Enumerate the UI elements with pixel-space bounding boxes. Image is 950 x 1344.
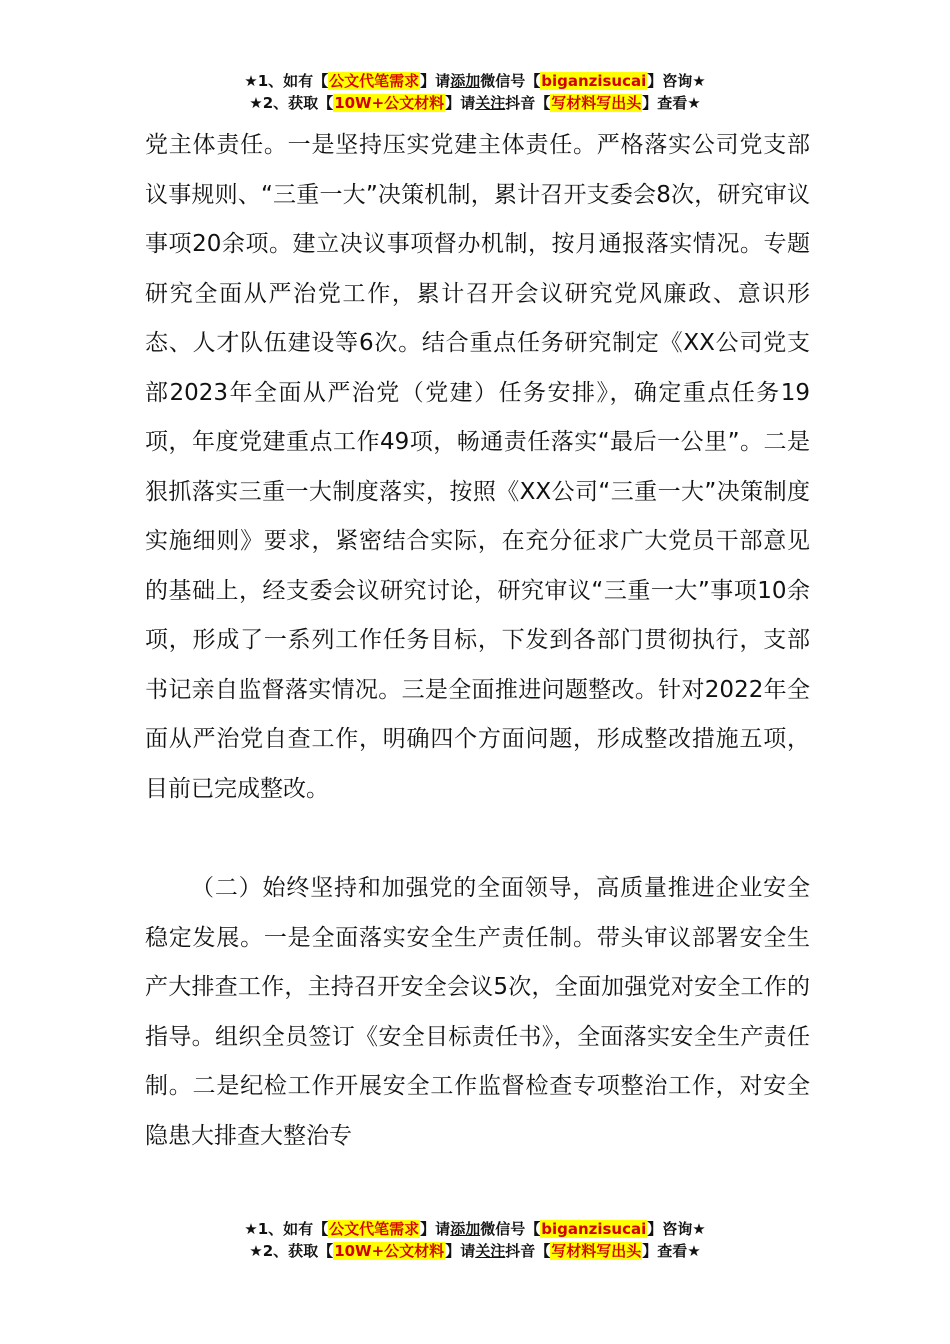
banner-underlined: 添加 [450, 72, 481, 90]
banner-highlight: 公文代笔需求 [329, 1220, 420, 1238]
banner-highlight: 公文代笔需求 [329, 72, 420, 90]
banner-text: 】咨询★ [647, 72, 706, 90]
banner-text: 抖音【 [505, 1242, 551, 1260]
banner-highlight: 10W+公文材料 [334, 1242, 445, 1260]
banner-text: ★2、获取【 [249, 1242, 334, 1260]
banner-underlined: 关注 [475, 94, 506, 112]
banner-text: ★1、如有【 [244, 1220, 329, 1238]
banner-text: 抖音【 [505, 94, 551, 112]
banner-line-2 [0, 1240, 950, 1262]
banner-text: 】请 [445, 94, 476, 112]
paragraph-2: （二）始终坚持和加强党的全面领导，高质量推进企业安全稳定发展。一是全面落实安全生产责任制。带头审议部署安全生产大排查工作，主持召开安全会议5次，全面加强党对安全工作的指导。组织全员签订《安全目标责任书》，全面落实安全生产责任制。二是纪检工作开展安全工作监督检查专项整治工作，对安全隐患大排查大整治专 [145, 875, 810, 1149]
banner-text: 】咨询★ [647, 1220, 706, 1238]
banner-highlight: 写材料写出头 [551, 1242, 642, 1260]
banner-text: ★2、获取【 [249, 94, 334, 112]
banner-highlight: biganzisucai [541, 1220, 647, 1238]
banner-text: 微信号【 [480, 72, 541, 90]
header-banner [0, 70, 950, 114]
document-body [145, 121, 810, 1161]
banner-underlined: 关注 [475, 1242, 506, 1260]
banner-highlight: 10W+公文材料 [334, 94, 445, 112]
banner-text: 微信号【 [480, 1220, 541, 1238]
banner-line-1 [0, 70, 950, 92]
banner-text: 】请 [420, 1220, 451, 1238]
banner-text: 】查看★ [642, 1242, 701, 1260]
banner-text: 】查看★ [642, 94, 701, 112]
banner-line-2 [0, 92, 950, 114]
banner-text: ★1、如有【 [244, 72, 329, 90]
paragraph-spacer [145, 814, 810, 864]
banner-highlight: 写材料写出头 [551, 94, 642, 112]
paragraph-1: 党主体责任。一是坚持压实党建主体责任。严格落实公司党支部议事规则、“三重一大”决策机制，累计召开支委会8次，研究审议事项20余项。建立决议事项督办机制，按月通报落实情况。专题研究全面从严治党工作，累计召开会议研究党风廉政、意识形态、人才队伍建设等6次。结合重点任务研究制定《XX公司党支部2023年全面从严治党（党建）任务安排》，确定重点任务19项，年度党建重点工作49项，畅通责任落实“最后一公里”。二是狠抓落实三重一大制度落实，按照《XX公司“三重一大”决策制度实施细则》要求，紧密结合实际，在充分征求广大党员干部意见的基础上，经支委会议研究讨论，研究审议“三重一大”事项10余项，形成了一系列工作任务目标，下发到各部门贯彻执行，支部书记亲自监督落实情况。三是全面推进问题整改。针对2022年全面从严治党自查工作，明确四个方面问题，形成整改措施五项，目前已完成整改。 [145, 132, 810, 802]
banner-text: 】请 [445, 1242, 476, 1260]
footer-banner [0, 1218, 950, 1262]
banner-text: 】请 [420, 72, 451, 90]
banner-highlight: biganzisucai [541, 72, 647, 90]
banner-underlined: 添加 [450, 1220, 481, 1238]
banner-line-1 [0, 1218, 950, 1240]
